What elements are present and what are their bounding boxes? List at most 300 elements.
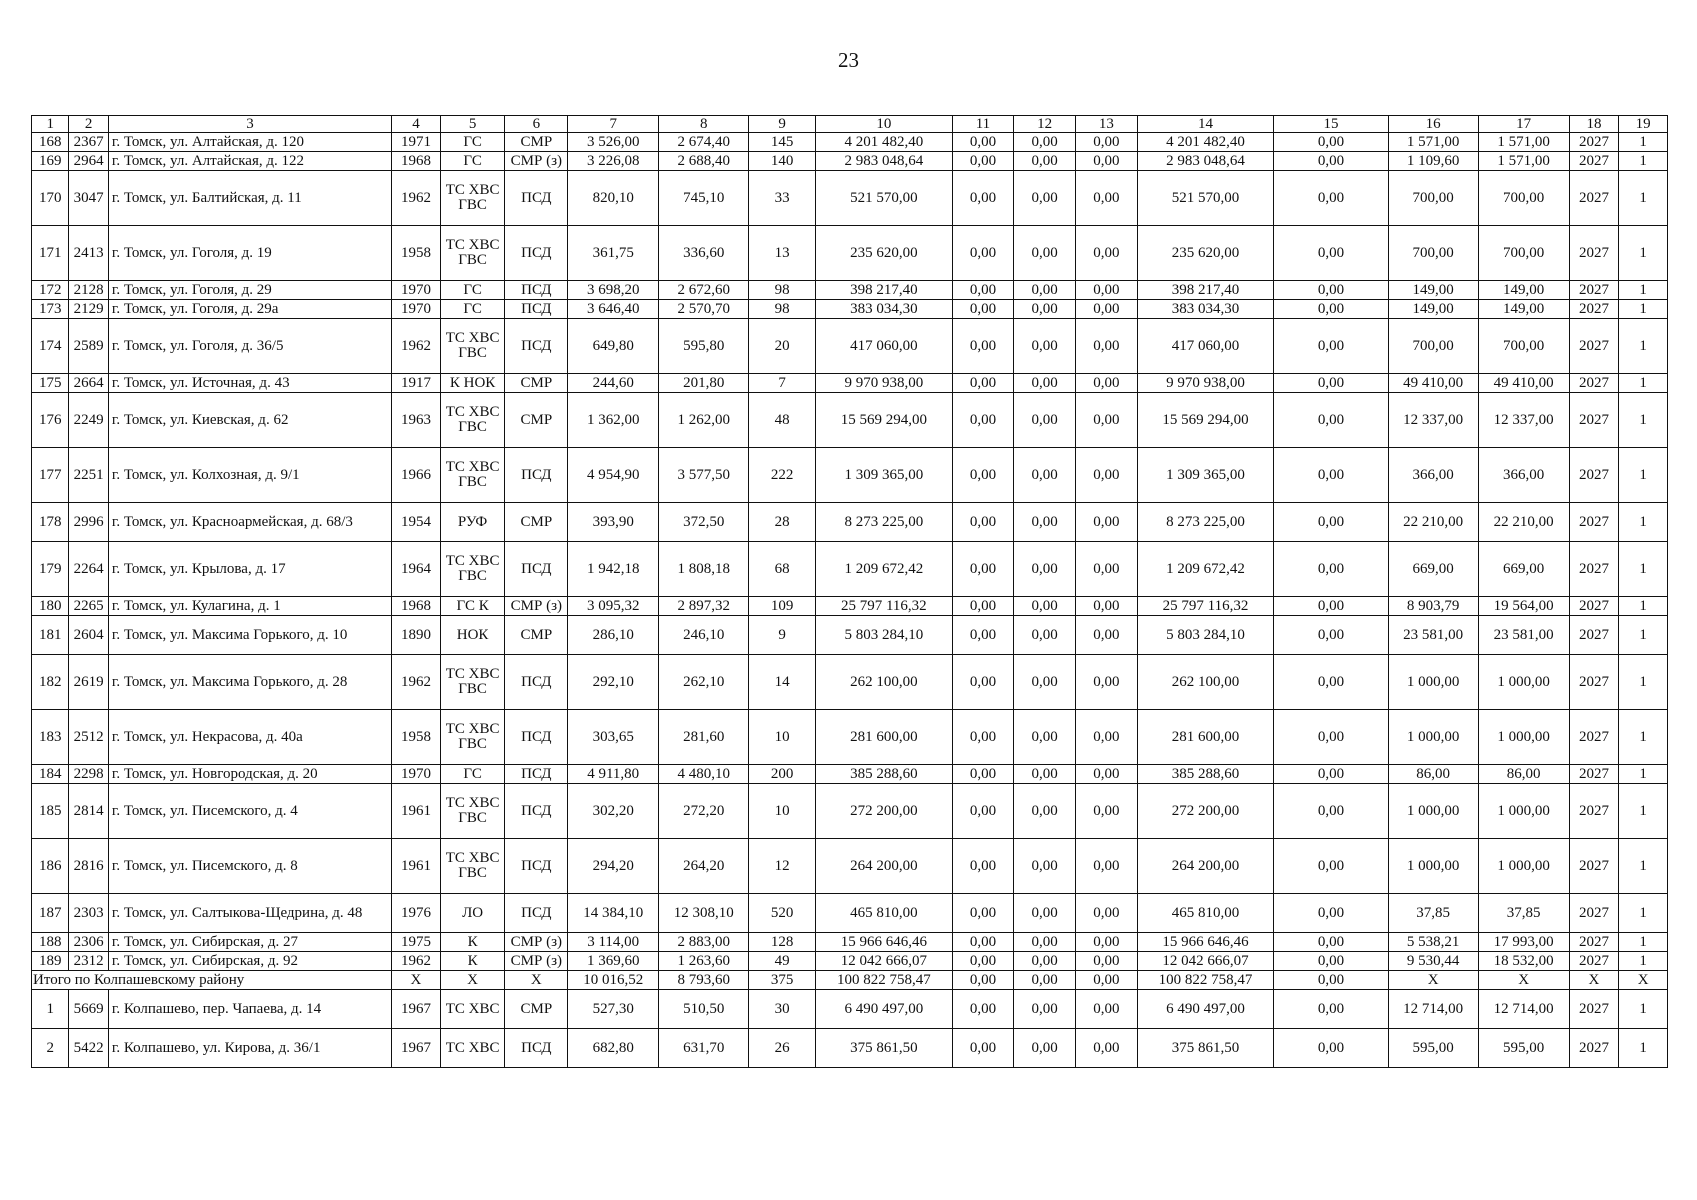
cell-col-19: 1 [1619, 933, 1668, 952]
cell-col-9: 200 [749, 765, 816, 784]
cell-col-18: 2027 [1569, 171, 1619, 226]
cell-col-5: ТС ХВС ГВС [440, 393, 505, 448]
cell-col-16: 366,00 [1388, 448, 1478, 503]
cell-col-10: 281 600,00 [816, 710, 953, 765]
cell-col-18: 2027 [1569, 765, 1619, 784]
cell-col-6: ПСД [505, 281, 568, 300]
cell-col-16: 595,00 [1388, 1029, 1478, 1068]
cell-col-3: г. Томск, ул. Сибирская, д. 92 [108, 952, 391, 971]
cell-col-13: 0,00 [1076, 839, 1138, 894]
cell-col-3: г. Томск, ул. Гоголя, д. 29а [108, 300, 391, 319]
district-total-label: Итого по Колпашевскому району [32, 971, 392, 990]
cell-col-10: 6 490 497,00 [816, 990, 953, 1029]
cell-col-9: 13 [749, 226, 816, 281]
cell-col-6: ПСД [505, 542, 568, 597]
cell-col-19: 1 [1619, 393, 1668, 448]
cell-col-5: ГС [440, 133, 505, 152]
cell-col-6: СМР [505, 374, 568, 393]
cell-col-1: 184 [32, 765, 69, 784]
cell-col-7: 294,20 [568, 839, 659, 894]
cell-col-13: 0,00 [1076, 784, 1138, 839]
cell-col-11: 0,00 [952, 226, 1014, 281]
cell-col-18: 2027 [1569, 374, 1619, 393]
cell-col-14: 8 273 225,00 [1137, 503, 1274, 542]
cell-col-8: 1 262,00 [659, 393, 749, 448]
cell-col-16: 700,00 [1388, 226, 1478, 281]
cell-col-19: 1 [1619, 503, 1668, 542]
cell-col-9: 20 [749, 319, 816, 374]
cell-col-14: 1 309 365,00 [1137, 448, 1274, 503]
cell-col-5: ЛО [440, 894, 505, 933]
cell-col-4: 1975 [392, 933, 441, 952]
table-row-177 [32, 448, 1668, 503]
cell-col-2: 2619 [69, 655, 108, 710]
cell-col-2: 3047 [69, 171, 108, 226]
total-cell-col-11: 0,00 [952, 971, 1014, 990]
cell-col-18: 2027 [1569, 839, 1619, 894]
cell-col-8: 2 672,60 [659, 281, 749, 300]
cell-col-9: 68 [749, 542, 816, 597]
cell-col-1: 173 [32, 300, 69, 319]
cell-col-4: 1964 [392, 542, 441, 597]
cell-col-12: 0,00 [1014, 319, 1076, 374]
cell-col-13: 0,00 [1076, 503, 1138, 542]
cell-col-13: 0,00 [1076, 933, 1138, 952]
cell-col-8: 12 308,10 [659, 894, 749, 933]
cell-col-17: 1 571,00 [1478, 152, 1569, 171]
cell-col-10: 264 200,00 [816, 839, 953, 894]
cell-col-6: СМР [505, 133, 568, 152]
table-row-174 [32, 319, 1668, 374]
cell-col-9: 10 [749, 710, 816, 765]
cell-col-7: 3 226,08 [568, 152, 659, 171]
district-total-row [32, 971, 1668, 990]
cell-col-1: 1 [32, 990, 69, 1029]
cell-col-12: 0,00 [1014, 393, 1076, 448]
cell-col-1: 187 [32, 894, 69, 933]
cell-col-6: ПСД [505, 1029, 568, 1068]
cell-col-8: 262,10 [659, 655, 749, 710]
cell-col-13: 0,00 [1076, 281, 1138, 300]
cell-col-2: 2604 [69, 616, 108, 655]
cell-col-9: 109 [749, 597, 816, 616]
cell-col-13: 0,00 [1076, 597, 1138, 616]
table-row-168 [32, 133, 1668, 152]
cell-col-7: 649,80 [568, 319, 659, 374]
cell-col-18: 2027 [1569, 710, 1619, 765]
cell-col-19: 1 [1619, 616, 1668, 655]
cell-col-3: г. Томск, ул. Алтайская, д. 120 [108, 133, 391, 152]
table-row-186 [32, 839, 1668, 894]
cell-col-1: 170 [32, 171, 69, 226]
cell-col-2: 2129 [69, 300, 108, 319]
cell-col-7: 393,90 [568, 503, 659, 542]
cell-col-18: 2027 [1569, 542, 1619, 597]
cell-col-12: 0,00 [1014, 784, 1076, 839]
cell-col-7: 361,75 [568, 226, 659, 281]
cell-col-19: 1 [1619, 448, 1668, 503]
column-header-5: 5 [440, 116, 505, 133]
cell-col-19: 1 [1619, 542, 1668, 597]
cell-col-4: 1962 [392, 655, 441, 710]
cell-col-19: 1 [1619, 319, 1668, 374]
cell-col-10: 12 042 666,07 [816, 952, 953, 971]
cell-col-16: 37,85 [1388, 894, 1478, 933]
cell-col-13: 0,00 [1076, 1029, 1138, 1068]
cell-col-6: ПСД [505, 894, 568, 933]
cell-col-5: ТС ХВС ГВС [440, 319, 505, 374]
cell-col-8: 2 883,00 [659, 933, 749, 952]
cell-col-14: 272 200,00 [1137, 784, 1274, 839]
cell-col-5: ТС ХВС ГВС [440, 171, 505, 226]
total-cell-col-16: X [1388, 971, 1478, 990]
cell-col-4: 1962 [392, 952, 441, 971]
cell-col-1: 181 [32, 616, 69, 655]
cell-col-19: 1 [1619, 655, 1668, 710]
cell-col-17: 366,00 [1478, 448, 1569, 503]
table-row-176 [32, 393, 1668, 448]
cell-col-9: 10 [749, 784, 816, 839]
cell-col-12: 0,00 [1014, 542, 1076, 597]
cell-col-10: 417 060,00 [816, 319, 953, 374]
cell-col-2: 2589 [69, 319, 108, 374]
cell-col-7: 527,30 [568, 990, 659, 1029]
cell-col-12: 0,00 [1014, 281, 1076, 300]
cell-col-1: 176 [32, 393, 69, 448]
cell-col-7: 303,65 [568, 710, 659, 765]
column-header-18: 18 [1569, 116, 1619, 133]
cell-col-7: 682,80 [568, 1029, 659, 1068]
total-cell-col-17: X [1478, 971, 1569, 990]
cell-col-1: 183 [32, 710, 69, 765]
cell-col-18: 2027 [1569, 597, 1619, 616]
total-cell-col-19: X [1619, 971, 1668, 990]
cell-col-6: ПСД [505, 710, 568, 765]
table-row-175 [32, 374, 1668, 393]
cell-col-16: 49 410,00 [1388, 374, 1478, 393]
table-row-178 [32, 503, 1668, 542]
cell-col-10: 521 570,00 [816, 171, 953, 226]
cell-col-19: 1 [1619, 597, 1668, 616]
cell-col-11: 0,00 [952, 542, 1014, 597]
cell-col-13: 0,00 [1076, 990, 1138, 1029]
cell-col-12: 0,00 [1014, 152, 1076, 171]
table-row-188 [32, 933, 1668, 952]
cell-col-4: 1962 [392, 171, 441, 226]
cell-col-15: 0,00 [1274, 933, 1388, 952]
cell-col-12: 0,00 [1014, 894, 1076, 933]
cell-col-3: г. Томск, ул. Максима Горького, д. 28 [108, 655, 391, 710]
cell-col-4: 1970 [392, 300, 441, 319]
cell-col-10: 1 309 365,00 [816, 448, 953, 503]
cell-col-8: 510,50 [659, 990, 749, 1029]
cell-col-10: 398 217,40 [816, 281, 953, 300]
cell-col-16: 149,00 [1388, 300, 1478, 319]
cell-col-7: 292,10 [568, 655, 659, 710]
cell-col-16: 1 000,00 [1388, 839, 1478, 894]
cell-col-16: 700,00 [1388, 319, 1478, 374]
column-header-6: 6 [505, 116, 568, 133]
table-row-170 [32, 171, 1668, 226]
table-row-187 [32, 894, 1668, 933]
cell-col-11: 0,00 [952, 1029, 1014, 1068]
cell-col-7: 3 646,40 [568, 300, 659, 319]
total-cell-col-4: X [392, 971, 441, 990]
cell-col-17: 1 000,00 [1478, 710, 1569, 765]
cell-col-10: 25 797 116,32 [816, 597, 953, 616]
cell-col-5: ТС ХВС ГВС [440, 655, 505, 710]
cell-col-18: 2027 [1569, 133, 1619, 152]
cell-col-17: 22 210,00 [1478, 503, 1569, 542]
cell-col-9: 28 [749, 503, 816, 542]
cell-col-2: 2512 [69, 710, 108, 765]
cell-col-5: ТС ХВС [440, 1029, 505, 1068]
cell-col-9: 128 [749, 933, 816, 952]
cell-col-17: 1 571,00 [1478, 133, 1569, 152]
cell-col-17: 17 993,00 [1478, 933, 1569, 952]
cell-col-4: 1970 [392, 765, 441, 784]
cell-col-19: 1 [1619, 171, 1668, 226]
cell-col-12: 0,00 [1014, 839, 1076, 894]
cell-col-1: 2 [32, 1029, 69, 1068]
total-cell-col-12: 0,00 [1014, 971, 1076, 990]
cell-col-4: 1917 [392, 374, 441, 393]
cell-col-14: 2 983 048,64 [1137, 152, 1274, 171]
cell-col-15: 0,00 [1274, 542, 1388, 597]
cell-col-19: 1 [1619, 281, 1668, 300]
cell-col-8: 272,20 [659, 784, 749, 839]
cell-col-9: 98 [749, 281, 816, 300]
cell-col-14: 15 966 646,46 [1137, 933, 1274, 952]
cell-col-5: К [440, 933, 505, 952]
cell-col-17: 149,00 [1478, 281, 1569, 300]
cell-col-10: 235 620,00 [816, 226, 953, 281]
cell-col-9: 520 [749, 894, 816, 933]
cell-col-11: 0,00 [952, 448, 1014, 503]
column-header-14: 14 [1137, 116, 1274, 133]
cell-col-10: 4 201 482,40 [816, 133, 953, 152]
table-row-182 [32, 655, 1668, 710]
cell-col-14: 235 620,00 [1137, 226, 1274, 281]
cell-col-13: 0,00 [1076, 319, 1138, 374]
cell-col-5: ТС ХВС [440, 990, 505, 1029]
cell-col-1: 175 [32, 374, 69, 393]
cell-col-15: 0,00 [1274, 300, 1388, 319]
cell-col-4: 1970 [392, 281, 441, 300]
cell-col-9: 30 [749, 990, 816, 1029]
cell-col-4: 1967 [392, 1029, 441, 1068]
cell-col-18: 2027 [1569, 503, 1619, 542]
column-header-9: 9 [749, 116, 816, 133]
table-row-169 [32, 152, 1668, 171]
cell-col-11: 0,00 [952, 894, 1014, 933]
column-header-13: 13 [1076, 116, 1138, 133]
cell-col-7: 3 095,32 [568, 597, 659, 616]
table-row-179 [32, 542, 1668, 597]
cell-col-16: 1 000,00 [1388, 784, 1478, 839]
total-cell-col-7: 10 016,52 [568, 971, 659, 990]
cell-col-14: 264 200,00 [1137, 839, 1274, 894]
cell-col-3: г. Томск, ул. Сибирская, д. 27 [108, 933, 391, 952]
cell-col-10: 15 966 646,46 [816, 933, 953, 952]
cell-col-14: 465 810,00 [1137, 894, 1274, 933]
cell-col-16: 1 000,00 [1388, 710, 1478, 765]
cell-col-18: 2027 [1569, 393, 1619, 448]
column-header-1: 1 [32, 116, 69, 133]
cell-col-5: ГС [440, 765, 505, 784]
cell-col-2: 2265 [69, 597, 108, 616]
cell-col-5: ГС [440, 281, 505, 300]
cell-col-2: 2303 [69, 894, 108, 933]
cell-col-1: 168 [32, 133, 69, 152]
cell-col-14: 5 803 284,10 [1137, 616, 1274, 655]
cell-col-5: ТС ХВС ГВС [440, 542, 505, 597]
cell-col-9: 140 [749, 152, 816, 171]
cell-col-1: 186 [32, 839, 69, 894]
cell-col-19: 1 [1619, 784, 1668, 839]
cell-col-2: 2249 [69, 393, 108, 448]
cell-col-11: 0,00 [952, 765, 1014, 784]
cell-col-4: 1890 [392, 616, 441, 655]
cell-col-17: 700,00 [1478, 226, 1569, 281]
cell-col-11: 0,00 [952, 839, 1014, 894]
cell-col-5: ТС ХВС ГВС [440, 226, 505, 281]
cell-col-9: 33 [749, 171, 816, 226]
cell-col-7: 3 114,00 [568, 933, 659, 952]
cell-col-17: 149,00 [1478, 300, 1569, 319]
cell-col-8: 2 688,40 [659, 152, 749, 171]
cell-col-7: 820,10 [568, 171, 659, 226]
cell-col-1: 188 [32, 933, 69, 952]
cell-col-1: 180 [32, 597, 69, 616]
cell-col-4: 1976 [392, 894, 441, 933]
cell-col-6: ПСД [505, 226, 568, 281]
total-cell-col-8: 8 793,60 [659, 971, 749, 990]
cell-col-16: 700,00 [1388, 171, 1478, 226]
cell-col-10: 383 034,30 [816, 300, 953, 319]
cell-col-16: 22 210,00 [1388, 503, 1478, 542]
cell-col-10: 8 273 225,00 [816, 503, 953, 542]
cell-col-8: 281,60 [659, 710, 749, 765]
cell-col-6: СМР [505, 503, 568, 542]
cell-col-18: 2027 [1569, 616, 1619, 655]
cell-col-11: 0,00 [952, 281, 1014, 300]
cell-col-15: 0,00 [1274, 503, 1388, 542]
cell-col-2: 2664 [69, 374, 108, 393]
column-header-12: 12 [1014, 116, 1076, 133]
cell-col-10: 2 983 048,64 [816, 152, 953, 171]
cell-col-12: 0,00 [1014, 710, 1076, 765]
cell-col-15: 0,00 [1274, 133, 1388, 152]
cell-col-6: ПСД [505, 839, 568, 894]
cell-col-6: СМР [505, 393, 568, 448]
cell-col-16: 1 571,00 [1388, 133, 1478, 152]
cell-col-14: 9 970 938,00 [1137, 374, 1274, 393]
cell-col-8: 372,50 [659, 503, 749, 542]
cell-col-17: 19 564,00 [1478, 597, 1569, 616]
cell-col-6: СМР [505, 990, 568, 1029]
total-cell-col-13: 0,00 [1076, 971, 1138, 990]
cell-col-8: 1 263,60 [659, 952, 749, 971]
cell-col-8: 631,70 [659, 1029, 749, 1068]
cell-col-2: 2306 [69, 933, 108, 952]
cell-col-4: 1968 [392, 597, 441, 616]
cell-col-13: 0,00 [1076, 542, 1138, 597]
cell-col-16: 149,00 [1388, 281, 1478, 300]
cell-col-18: 2027 [1569, 990, 1619, 1029]
table-row-189 [32, 952, 1668, 971]
cell-col-2: 2964 [69, 152, 108, 171]
cell-col-13: 0,00 [1076, 393, 1138, 448]
cell-col-8: 336,60 [659, 226, 749, 281]
cell-col-19: 1 [1619, 894, 1668, 933]
cell-col-19: 1 [1619, 152, 1668, 171]
cell-col-18: 2027 [1569, 226, 1619, 281]
cell-col-19: 1 [1619, 133, 1668, 152]
cell-col-1: 179 [32, 542, 69, 597]
cell-col-17: 12 337,00 [1478, 393, 1569, 448]
cell-col-15: 0,00 [1274, 597, 1388, 616]
cell-col-16: 5 538,21 [1388, 933, 1478, 952]
cell-col-8: 1 808,18 [659, 542, 749, 597]
cell-col-15: 0,00 [1274, 655, 1388, 710]
cell-col-18: 2027 [1569, 1029, 1619, 1068]
cell-col-2: 2367 [69, 133, 108, 152]
cell-col-15: 0,00 [1274, 839, 1388, 894]
cell-col-9: 222 [749, 448, 816, 503]
cell-col-5: ГС К [440, 597, 505, 616]
cell-col-5: ТС ХВС ГВС [440, 839, 505, 894]
cell-col-11: 0,00 [952, 503, 1014, 542]
cell-col-19: 1 [1619, 1029, 1668, 1068]
cell-col-7: 286,10 [568, 616, 659, 655]
cell-col-15: 0,00 [1274, 765, 1388, 784]
table-row-181 [32, 616, 1668, 655]
cell-col-10: 262 100,00 [816, 655, 953, 710]
cell-col-4: 1968 [392, 152, 441, 171]
cell-col-14: 262 100,00 [1137, 655, 1274, 710]
cell-col-16: 1 109,60 [1388, 152, 1478, 171]
cell-col-2: 2312 [69, 952, 108, 971]
table-row-183 [32, 710, 1668, 765]
total-cell-col-18: X [1569, 971, 1619, 990]
cell-col-3: г. Томск, ул. Кулагина, д. 1 [108, 597, 391, 616]
table-row-184 [32, 765, 1668, 784]
table-row-185 [32, 784, 1668, 839]
column-header-8: 8 [659, 116, 749, 133]
cell-col-18: 2027 [1569, 894, 1619, 933]
cell-col-18: 2027 [1569, 952, 1619, 971]
cell-col-11: 0,00 [952, 319, 1014, 374]
cell-col-12: 0,00 [1014, 765, 1076, 784]
cell-col-1: 172 [32, 281, 69, 300]
cell-col-11: 0,00 [952, 152, 1014, 171]
cell-col-13: 0,00 [1076, 133, 1138, 152]
cell-col-11: 0,00 [952, 374, 1014, 393]
cell-col-3: г. Томск, ул. Салтыкова-Щедрина, д. 48 [108, 894, 391, 933]
cell-col-3: г. Томск, ул. Писемского, д. 8 [108, 839, 391, 894]
cell-col-19: 1 [1619, 839, 1668, 894]
cell-col-5: ГС [440, 300, 505, 319]
cell-col-9: 7 [749, 374, 816, 393]
cell-col-9: 9 [749, 616, 816, 655]
cell-col-14: 25 797 116,32 [1137, 597, 1274, 616]
cell-col-7: 14 384,10 [568, 894, 659, 933]
cell-col-3: г. Томск, ул. Гоголя, д. 36/5 [108, 319, 391, 374]
cell-col-10: 15 569 294,00 [816, 393, 953, 448]
cell-col-8: 745,10 [659, 171, 749, 226]
cell-col-6: ПСД [505, 300, 568, 319]
